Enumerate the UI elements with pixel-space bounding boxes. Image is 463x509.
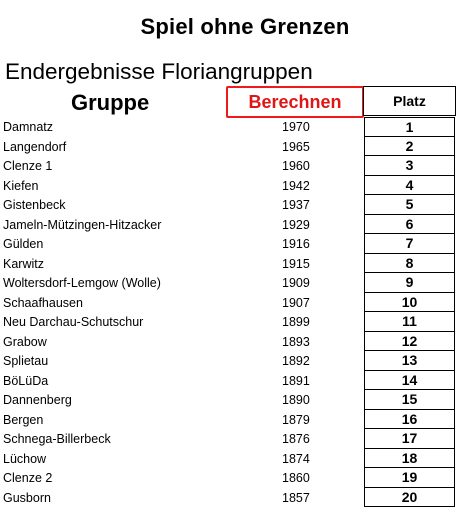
rank-cell: 5 <box>364 195 455 215</box>
group-name: Lüchow <box>3 451 47 466</box>
rank-cell: 2 <box>364 137 455 157</box>
group-name: Schaafhausen <box>3 295 83 310</box>
group-points: 1899 <box>282 315 310 329</box>
group-name: Clenze 1 <box>3 159 53 173</box>
rank-cell: 4 <box>364 176 455 196</box>
group-name: Damnatz <box>3 120 54 134</box>
group-name: Gülden <box>3 237 44 251</box>
table-row <box>0 273 463 293</box>
rank-cell: 18 <box>364 449 455 469</box>
table-row <box>0 156 463 176</box>
table-row <box>0 312 463 332</box>
group-name: Langendorf <box>3 139 67 154</box>
table-row <box>0 293 463 313</box>
table-row <box>0 429 463 449</box>
group-name: Dannenberg <box>3 393 72 407</box>
rank-cell: 11 <box>364 312 455 332</box>
page-title: Spiel ohne Grenzen <box>140 14 350 39</box>
table-row <box>0 332 463 352</box>
group-points: 1876 <box>282 432 310 446</box>
group-points: 1879 <box>282 412 310 427</box>
group-name: BöLüDa <box>3 373 49 388</box>
group-name: Kiefen <box>3 178 39 193</box>
rank-cell: 20 <box>364 488 455 508</box>
group-points: 1965 <box>282 139 310 154</box>
group-points: 1909 <box>282 276 310 290</box>
group-name: Karwitz <box>3 256 44 271</box>
group-points: 1893 <box>282 334 310 349</box>
group-name: Splietau <box>3 354 49 368</box>
group-name: Woltersdorf-Lemgow (Wolle) <box>3 276 161 290</box>
page-subtitle: Endergebnisse Floriangruppen <box>5 59 313 84</box>
table-row <box>0 234 463 254</box>
group-name: Schnega-Billerbeck <box>3 432 111 446</box>
group-points: 1942 <box>282 178 310 193</box>
results-table <box>0 117 463 507</box>
group-points: 1857 <box>282 490 310 505</box>
rank-cell: 16 <box>364 410 455 430</box>
group-name: Neu Darchau-Schutschur <box>3 315 144 329</box>
calculate-button[interactable]: Berechnen <box>226 86 364 118</box>
group-points: 1929 <box>282 217 310 232</box>
group-points: 1907 <box>282 295 310 310</box>
group-points: 1890 <box>282 393 310 407</box>
rank-cell: 13 <box>364 351 455 371</box>
table-row <box>0 137 463 157</box>
rank-cell: 19 <box>364 468 455 488</box>
table-row <box>0 371 463 391</box>
rank-cell: 14 <box>364 371 455 391</box>
rank-cell: 17 <box>364 429 455 449</box>
group-points: 1892 <box>282 354 310 368</box>
group-points: 1860 <box>282 471 310 485</box>
table-row <box>0 117 463 137</box>
group-name: Jameln-Mützingen-Hitzacker <box>3 217 162 232</box>
rank-cell: 15 <box>364 390 455 410</box>
column-header-group: Gruppe <box>71 90 150 115</box>
rank-cell: 9 <box>364 273 455 293</box>
rank-cell: 10 <box>364 293 455 313</box>
group-points: 1915 <box>282 256 310 271</box>
rank-cell: 3 <box>364 156 455 176</box>
table-row <box>0 176 463 196</box>
group-points: 1937 <box>282 198 310 212</box>
table-row <box>0 390 463 410</box>
table-row <box>0 488 463 508</box>
group-name: Clenze 2 <box>3 471 53 485</box>
group-points: 1970 <box>282 120 310 134</box>
rank-cell: 7 <box>364 234 455 254</box>
table-row <box>0 215 463 235</box>
rank-cell: 8 <box>364 254 455 274</box>
table-row <box>0 351 463 371</box>
rank-cell: 1 <box>364 117 455 137</box>
group-points: 1891 <box>282 373 310 388</box>
table-row <box>0 410 463 430</box>
group-name: Bergen <box>3 412 44 427</box>
rank-cell: 6 <box>364 215 455 235</box>
group-points: 1960 <box>282 159 310 173</box>
group-name: Gistenbeck <box>3 198 66 212</box>
group-name: Grabow <box>3 334 47 349</box>
column-header-rank: Platz <box>363 86 456 116</box>
group-name: Gusborn <box>3 490 51 505</box>
rank-cell: 12 <box>364 332 455 352</box>
table-row <box>0 449 463 469</box>
table-row <box>0 254 463 274</box>
table-row <box>0 468 463 488</box>
group-points: 1874 <box>282 451 310 466</box>
table-row <box>0 195 463 215</box>
group-points: 1916 <box>282 237 310 251</box>
